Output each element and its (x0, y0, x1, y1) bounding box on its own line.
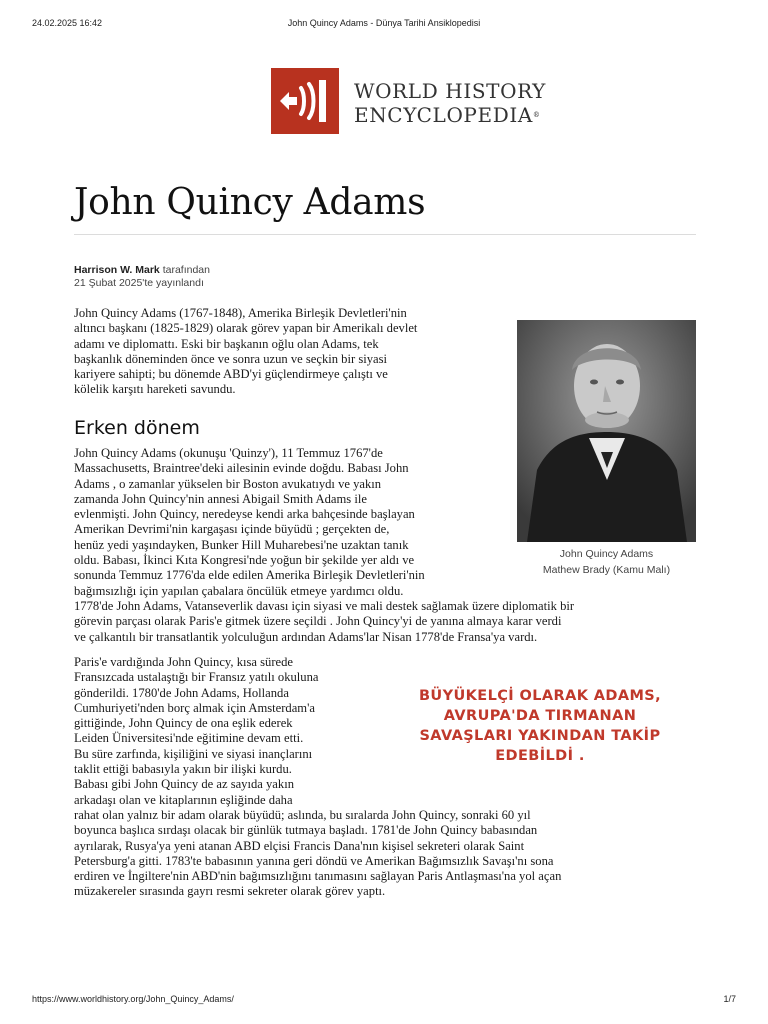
pull-quote-line: EDEBİLDİ . (495, 748, 585, 764)
logo-line-1: WORLD HISTORY (354, 79, 546, 103)
byline (74, 264, 210, 290)
published-date: 21 Şubat 2025'te yayınlandı (74, 277, 204, 289)
text-line: erdiren ve İngiltere'nin ABD'nin bağımsızlığını tanımasını sağlayan Paris Antlaşması'na yol açan (74, 869, 562, 884)
text-line: kariyere sahipti; bu dönemde ABD'yi güçlendirmeye çalıştı ve (74, 367, 388, 382)
text-line: henüz yedi yaşındayken, Bunker Hill Muharebesi'ne uzaktan tanık (74, 537, 409, 552)
text-line: evlenmişti. John Quincy, neredeyse kendi arka bahçesinde başlayan (74, 507, 415, 522)
title-divider (74, 234, 696, 235)
text-line: Paris'e vardığında John Quincy, kısa sürede (74, 655, 293, 669)
text-line: Adams , o zamanlar yükselen bir Boston avukatıydı ve yakın (74, 476, 382, 491)
text-line: müzakereler sırasında gayrı resmi sekreter olarak görev yaptı. (74, 884, 386, 899)
text-line: Massachusetts, Braintree'deki ailesinin evinde doğdu. Babası John (74, 461, 409, 476)
text-line: Petersburg'a gitti. 1783'te babasının yanına geri döndü ve Amerikan Bağımsızlık Savaşı'nı sona (74, 853, 554, 868)
pull-quote (400, 686, 680, 766)
registered-mark: ® (532, 111, 541, 119)
text-line: boyunca başlıca sırdaşı olacak bir günlük tutmaya başladı. 1781'de John Quincy babasından (74, 823, 538, 838)
text-line: gittiğinde, John Quincy de ona eşlik ederek (74, 716, 293, 731)
paragraph-early-life (74, 446, 574, 645)
print-header (32, 18, 736, 30)
text-line: oldu. Babası, İkinci Kıta Kongresi'nde yoğun bir şekilde yer aldı ve (74, 553, 415, 568)
section-heading: Erken dönem (74, 417, 200, 439)
intro-paragraph (74, 306, 417, 398)
print-footer (32, 994, 736, 1006)
logo-wordmark (354, 79, 546, 127)
print-date: 24.02.2025 16:42 (32, 18, 103, 28)
site-logo[interactable] (271, 68, 561, 134)
text-line: ve çalkantılı bir transatlantik yolculuğun ardından Adams'lar Nisan 1778'de Fransa'ya vardı. (74, 629, 538, 644)
author-suffix: tarafından (159, 264, 210, 276)
text-line: kölelik karşıtı hareketi savundu. (74, 382, 236, 397)
pull-quote-line: AVRUPA'DA TIRMANAN (443, 708, 637, 724)
text-line: zamanda John Quincy'nin annesi Abigail Smith Adams ile (74, 491, 367, 506)
text-line: rahat olan yalnız bir adam olarak büyüdü; aslında, bu sıralarda John Quincy, sonraki 60 yıl (74, 807, 531, 822)
page-url[interactable]: https://www.worldhistory.org/John_Quincy_Adams/ (32, 994, 234, 1004)
text-line: bağımsızlığı için yapılan çabalara öncülük etmeye yardımcı oldu. (74, 583, 404, 598)
text-line: adamı ve diplomattı. Eski bir başkanın oğlu olan Adams, tek (74, 336, 379, 351)
text-line: arkadaşı olan ve kitaplarının eşliğinde daha (74, 792, 293, 807)
text-line: Fransızcada ustalaştığı bir Fransız yatılı okuluna (74, 670, 319, 685)
text-line: görevin parçası olarak Paris'e gitmek üzere seçildi . John Quincy'yi de yanına almaya karar verdi (74, 614, 562, 629)
text-line: Leiden Üniversitesi'nde eğitimine devam etti. (74, 731, 304, 746)
text-line: başkanlık döneminden önce ve sonra uzun ve seçkin bir siyasi (74, 351, 388, 366)
text-line: Cumhuriyeti'nden borç almak için Amsterdam'a (74, 700, 315, 715)
text-line: ayrılarak, Rusya'ya yeni atanan ABD elçisi Francis Dana'nın kişisel sekreteri olarak Saint (74, 838, 525, 853)
page-number: 1/7 (723, 994, 736, 1004)
text-line: 1778'de John Adams, Vatanseverlik davası için siyasi ve mali destek sağlamak üzere diplomatik bir (74, 598, 575, 613)
text-line: Amerikan Devrimi'nin kargaşası içinde büyüdü ; gerçekten de, (74, 522, 390, 537)
text-line: Babası gibi John Quincy de az sayıda yakın (74, 777, 294, 792)
text-line: Bu süre zarfında, kişiliğini ve siyasi inançlarını (74, 746, 313, 761)
text-line: gönderildi. 1780'de John Adams, Hollanda (74, 685, 289, 700)
text-line: taklit ettiği babasıyla yakın bir ilişki kurdu. (74, 762, 292, 777)
text-line: sonunda Temmuz 1776'da elde edilen Amerika Birleşik Devletleri'nin (74, 568, 425, 583)
logo-line-2: ENCYCLOPEDIA (354, 103, 533, 127)
article-title: John Quincy Adams (74, 182, 426, 223)
caption-title: John Quincy Adams (559, 548, 654, 560)
caption-credit: Mathew Brady (Kamu Malı) (542, 564, 671, 576)
print-title: John Quincy Adams - Dünya Tarihi Ansiklopedisi (287, 18, 481, 28)
text-line: John Quincy Adams (okunuşu 'Quinzy'), 11 Temmuz 1767'de (74, 446, 383, 460)
text-line: John Quincy Adams (1767-1848), Amerika Birleşik Devletleri'nin (74, 306, 407, 320)
text-line: altıncı başkanı (1825-1829) olarak görev yapan bir Amerikalı devlet (74, 321, 418, 336)
logo-mark-icon (271, 68, 339, 134)
author-name[interactable]: Harrison W. Mark (74, 264, 160, 276)
pull-quote-line: SAVAŞLARI YAKINDAN TAKİP (419, 728, 661, 744)
pull-quote-line: BÜYÜKELÇİ OLARAK ADAMS, (418, 688, 662, 704)
